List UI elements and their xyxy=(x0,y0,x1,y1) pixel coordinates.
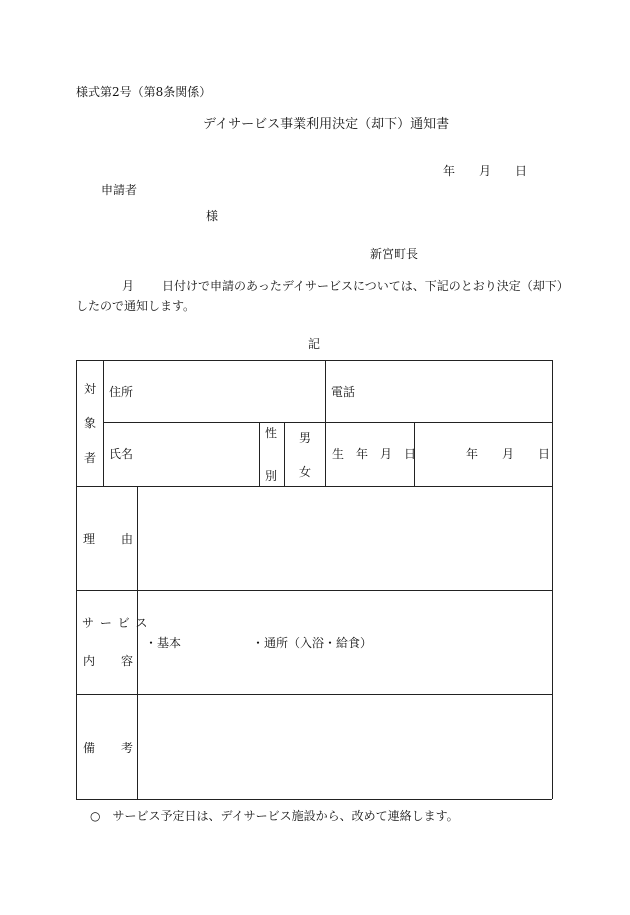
birth-day: 日 xyxy=(538,447,551,461)
applicant-honorific: 様 xyxy=(206,209,219,223)
applicant-label: 申請者 xyxy=(101,183,138,197)
table-line xyxy=(284,422,285,486)
sex-label-char: 性 xyxy=(265,426,278,440)
form-number: 様式第2号（第8条関係） xyxy=(76,85,212,99)
table-line xyxy=(76,590,552,591)
footer-note: ○ サービス予定日は、デイサービス施設から、改めて連絡します。 xyxy=(90,809,459,823)
service-label: サ ー ビ ス xyxy=(82,616,149,630)
table-line xyxy=(103,422,552,423)
table-border-top xyxy=(76,360,552,361)
table-line xyxy=(259,422,260,486)
birth-month: 月 xyxy=(502,447,515,461)
date-month: 月 xyxy=(479,164,492,178)
table-line xyxy=(103,360,104,486)
table-line xyxy=(76,694,552,695)
document-title: デイサービス事業利用決定（却下）通知書 xyxy=(203,117,450,132)
subject-label-char: 者 xyxy=(84,451,97,465)
body-line1: 日付けで申請のあったデイサービスについては、下記のとおり決定（却下） xyxy=(162,279,569,293)
table-line xyxy=(325,360,326,486)
issuer: 新宮町長 xyxy=(370,247,419,261)
table-border-left xyxy=(76,360,77,799)
phone-label: 電話 xyxy=(331,385,356,399)
date-year: 年 xyxy=(443,164,456,178)
reason-label-char: 理 xyxy=(83,532,96,546)
remarks-label-char: 備 xyxy=(83,741,96,755)
sex-label-char: 別 xyxy=(265,469,278,483)
sex-option-female: 女 xyxy=(299,465,312,479)
service-daycare: ・通所（入浴・給食） xyxy=(252,636,373,650)
table-line xyxy=(76,486,552,487)
date-day: 日 xyxy=(515,164,528,178)
ki-heading: 記 xyxy=(308,337,321,351)
birth-label: 生 年 月 日 xyxy=(332,447,417,461)
service-content-label-char: 容 xyxy=(121,654,134,668)
address-label: 住所 xyxy=(109,385,134,399)
reason-label-char: 由 xyxy=(121,532,134,546)
body-line2: したので通知します。 xyxy=(76,299,196,313)
subject-label-char: 象 xyxy=(84,416,97,430)
table-line xyxy=(137,486,138,799)
name-label: 氏名 xyxy=(109,447,134,461)
remarks-label-char: 考 xyxy=(121,741,134,755)
service-basic: ・基本 xyxy=(145,636,182,650)
birth-year: 年 xyxy=(466,447,479,461)
subject-label-char: 対 xyxy=(84,382,97,396)
table-border-right xyxy=(552,360,553,799)
sex-option-male: 男 xyxy=(299,431,312,445)
body-month: 月 xyxy=(122,279,135,293)
table-border-bottom xyxy=(76,799,552,800)
service-content-label-char: 内 xyxy=(83,654,96,668)
